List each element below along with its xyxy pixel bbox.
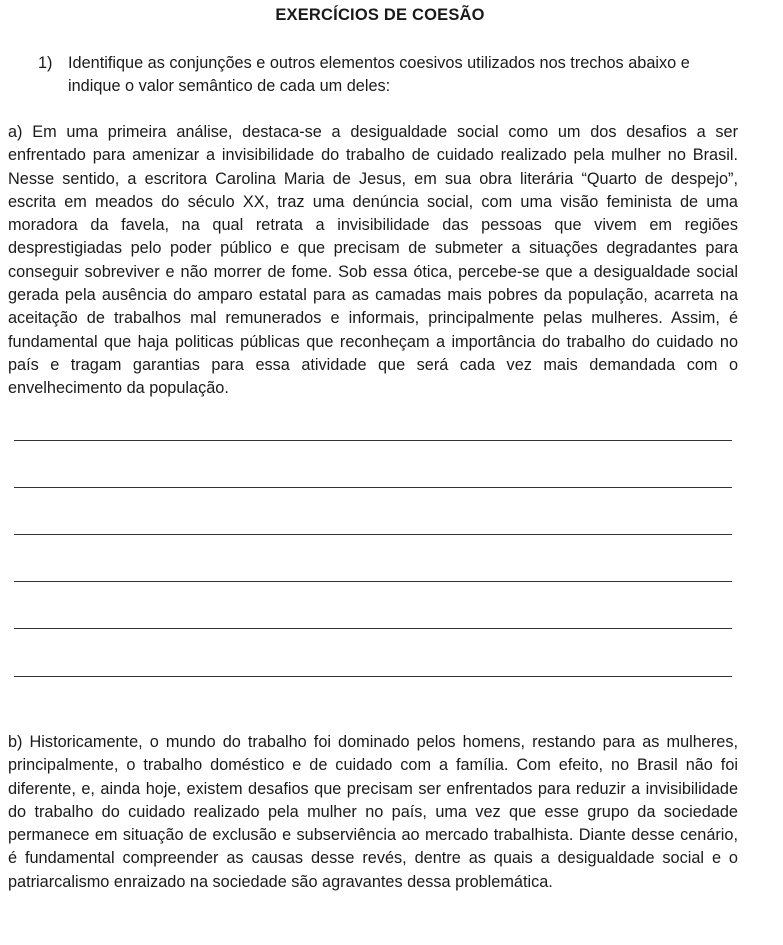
answer-line[interactable] [14,534,732,535]
worksheet-title: EXERCÍCIOS DE COESÃO [275,6,485,24]
answer-line[interactable] [14,440,732,441]
answer-line[interactable] [14,487,732,488]
question-1 [38,52,743,98]
excerpt-b: b) Historicamente, o mundo do trabalho foi dominado pelos homens, restando para as mulheres, principalmente, o trabalho doméstico e de cuidado com a família. Com efeito, no Brasil não foi diferente, e, ainda hoje, existem desafios que precisam ser enfrentados para reduzir a invisibilidade do trabalho do cuidado realizado pela mulher no país, uma vez que esse grupo da sociedade permanece em situação de exclusão e subserviência ao mercado trabalhista. Diante desse cenário, é fundamental compreender as causas desse revés, dentre as quais a desigualdade social e o patriarcalismo enraizado na sociedade são agravantes dessa problemática. [8,733,738,891]
question-number: 1) [38,54,53,72]
question-prompt: Identifique as conjunções e outros elementos coesivos utilizados nos trechos abaixo e indique o valor semântico de cada um deles: [68,54,690,95]
answer-line[interactable] [14,581,732,582]
answer-line[interactable] [14,676,732,677]
excerpt-a: a) Em uma primeira análise, destaca-se a desigualdade social como um dos desafios a ser enfrentado para amenizar a invisibilidade do trabalho de cuidado realizado pela mulher no Brasil. Nesse sentido, a escritora Carolina Maria de Jesus, em sua obra literária “Quarto de despejo”, escrita em meados do século XX, traz uma denúncia social, com uma visão feminista de uma moradora da favela, na qual retrata a invisibilidade das pessoas que vivem em regiões desprestigiadas pelo poder público e que precisam de submeter a situações degradantes para conseguir sobreviver e não morrer de fome. Sob essa ótica, percebe-se que a desigualdade social gerada pela ausência do amparo estatal para as camadas mais pobres da população, acarreta na aceitação de trabalhos mal remunerados e informais, principalmente pelas mulheres. Assim, é fundamental que haja politicas públicas que reconheçam a importância do trabalho do cuidado no país e tragam garantias para essa atividade que será cada vez mais demandada com o envelhecimento da população. [8,123,738,398]
answer-line[interactable] [14,628,732,629]
